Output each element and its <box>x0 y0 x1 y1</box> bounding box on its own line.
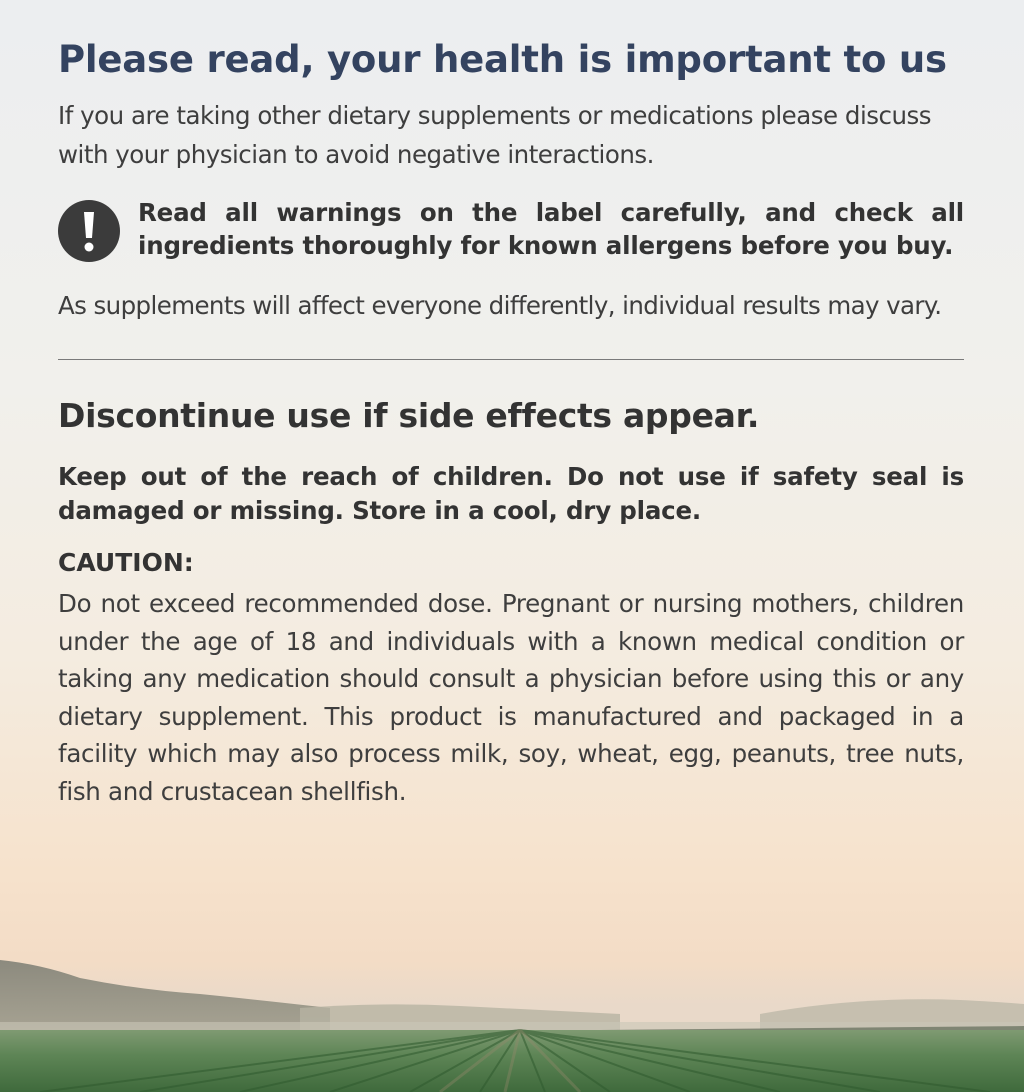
discontinue-heading: Discontinue use if side effects appear. <box>58 396 760 435</box>
page-title: Please read, your health is important to us <box>58 38 947 81</box>
exclamation-icon <box>58 200 120 262</box>
caution-text: Do not exceed recommended dose. Pregnant or nursing mothers, children under the age of 18 and individuals with a known medical condition or taking any medication should consult a physician before using this or any dietary supplement. This product is manufactured and packaged in a facility which may also process milk, soy, wheat, egg, peanuts, tree nuts, fish and crustacean shellfish. <box>58 589 964 806</box>
intro-paragraph: If you are taking other dietary supplements or medications please discuss with your physician to avoid negative interactions. <box>58 101 932 169</box>
caution-label: CAUTION: <box>58 548 194 577</box>
farmland-landscape <box>0 930 1024 1092</box>
section-divider <box>58 359 964 360</box>
results-note: As supplements will affect everyone differently, individual results may vary. <box>58 291 942 320</box>
storage-warning: Keep out of the reach of children. Do not use if safety seal is damaged or missing. Store in a cool, dry place. <box>58 462 964 525</box>
allergen-warning: Read all warnings on the label carefully, and check all ingredients thoroughly for known allergens before you buy. <box>138 198 964 260</box>
